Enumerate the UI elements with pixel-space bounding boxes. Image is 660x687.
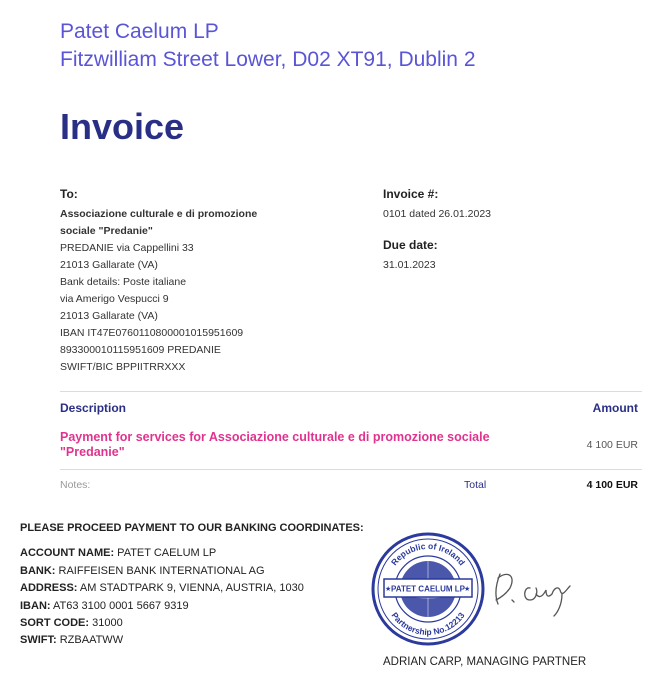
due-date-label: Due date: xyxy=(383,238,438,252)
due-date-value: 31.01.2023 xyxy=(383,259,436,271)
recipient-line: SWIFT/BIC BPPIITRRXXX xyxy=(60,361,186,373)
recipient-line: IBAN IT47E0760110800001015951609 xyxy=(60,327,244,339)
bank-value: RAIFFEISEN BANK INTERNATIONAL AG xyxy=(58,564,265,577)
recipient-line: Bank details: Poste italiane xyxy=(60,276,187,288)
account-name-row xyxy=(20,545,364,562)
account-name-value: PATET CAELUM LP xyxy=(117,547,217,560)
recipient-line: 893300010115951609 PREDANIE xyxy=(60,344,221,356)
company-stamp xyxy=(370,531,486,647)
stamp-top-text: Republic of Ireland xyxy=(388,540,468,568)
address-value: AM STADTPARK 9, VIENNA, AUSTRIA, 1030 xyxy=(79,582,304,595)
table-row xyxy=(60,430,638,460)
swift-row xyxy=(20,632,364,649)
address-label: ADDRESS: xyxy=(20,582,78,595)
iban-label: IBAN: xyxy=(20,599,51,612)
divider xyxy=(60,469,642,470)
recipient-line: PREDANIE via Cappellini 33 xyxy=(60,242,194,254)
swift-label: SWIFT: xyxy=(20,634,57,647)
address-row xyxy=(20,580,364,597)
recipient-label: To: xyxy=(60,187,78,201)
star-icon: ★ xyxy=(464,585,471,593)
notes-label: Notes: xyxy=(60,479,91,491)
company-name: Patet Caelum LP xyxy=(60,20,219,43)
account-name-label: ACCOUNT NAME: xyxy=(20,547,115,560)
company-address: Fitzwilliam Street Lower, D02 XT91, Dublin 2 xyxy=(60,48,476,71)
item-description: Payment for services for Associazione culturale e di promozione sociale "Predanie" xyxy=(60,430,490,459)
totals-row xyxy=(60,479,638,491)
swift-value: RZBAATWW xyxy=(59,634,124,647)
description-column-header: Description xyxy=(60,401,127,415)
iban-row xyxy=(20,598,364,615)
total-label: Total xyxy=(464,479,487,491)
iban-value: AT63 3100 0001 5667 9319 xyxy=(53,599,189,612)
invoice-number-value: 0101 dated 26.01.2023 xyxy=(383,208,492,220)
recipient-line: 21013 Gallarate (VA) xyxy=(60,259,158,271)
sort-code-row xyxy=(20,615,364,632)
recipient-name-line1: Associazione culturale e di promozione xyxy=(60,208,258,220)
recipient-line: 21013 Gallarate (VA) xyxy=(60,310,158,322)
table-header xyxy=(60,401,638,415)
invoice-meta xyxy=(383,186,603,274)
recipient-line: via Amerigo Vespucci 9 xyxy=(60,293,169,305)
bank-details xyxy=(20,520,364,650)
sort-code-label: SORT CODE: xyxy=(20,617,90,630)
bank-row xyxy=(20,563,364,580)
star-icon: ★ xyxy=(385,585,392,593)
item-amount: 4 100 EUR xyxy=(586,439,638,451)
signatory-name: ADRIAN CARP, MANAGING PARTNER xyxy=(383,656,587,668)
sort-code-value: 31000 xyxy=(92,617,123,630)
divider xyxy=(60,391,642,392)
invoice-title: Invoice xyxy=(60,106,185,147)
signature xyxy=(486,560,586,620)
company-header xyxy=(60,18,476,74)
stamp-center-text: PATET CAELUM LP xyxy=(391,584,465,594)
recipient-block xyxy=(60,186,350,376)
stamp-bottom-text: Partnership No.12213 xyxy=(389,610,467,638)
recipient-name-line2: sociale "Predanie" xyxy=(60,225,153,237)
total-value: 4 100 EUR xyxy=(586,479,638,491)
bank-details-header: PLEASE PROCEED PAYMENT TO OUR BANKING COORDINATES: xyxy=(20,522,364,534)
amount-column-header: Amount xyxy=(592,401,638,415)
bank-label: BANK: xyxy=(20,564,56,577)
invoice-number-label: Invoice #: xyxy=(383,187,439,201)
